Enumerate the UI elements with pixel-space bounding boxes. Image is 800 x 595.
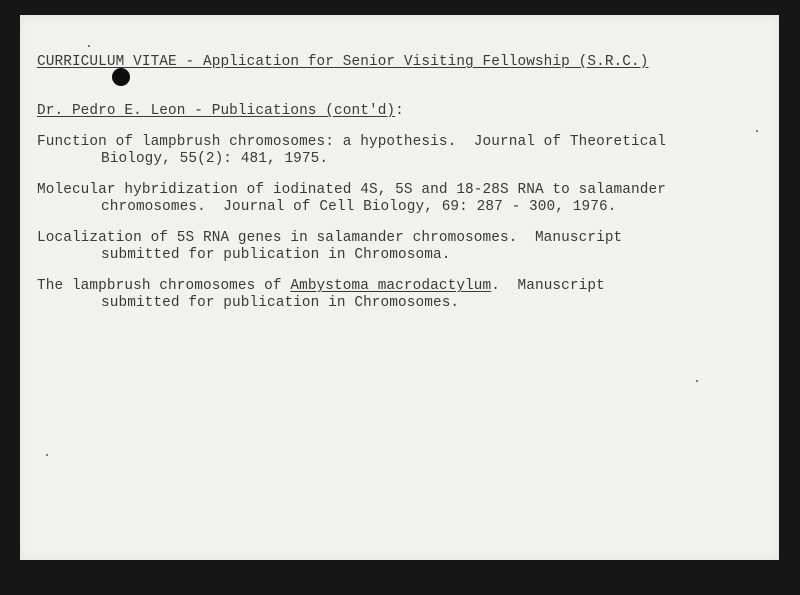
section-heading — [37, 103, 737, 120]
publication-text: The lampbrush chromosomes of — [37, 278, 291, 294]
publication-entry — [37, 134, 737, 168]
publication-line: Biology, 55(2): 481, 1975. — [101, 151, 329, 167]
document-body — [37, 54, 737, 312]
document-header: CURRICULUM VITAE - Application for Senior Visiting Fellowship (S.R.C.) — [37, 54, 649, 70]
publication-line — [37, 278, 737, 295]
species-name: Ambystoma macrodactylum — [290, 278, 492, 294]
section-heading-colon: : — [395, 103, 404, 119]
section-heading-text: Dr. Pedro E. Leon - Publications (cont'd) — [37, 103, 396, 119]
publication-line: Function of lampbrush chromosomes: a hypothesis. Journal of Theoretical — [37, 134, 666, 150]
publication-entry — [37, 278, 737, 312]
speck-mark — [696, 380, 698, 382]
publication-entry — [37, 182, 737, 216]
publication-text: . Manuscript — [491, 278, 605, 294]
publication-line: Localization of 5S RNA genes in salamander chromosomes. Manuscript — [37, 230, 623, 246]
speck-mark — [46, 454, 48, 456]
speck-mark — [88, 45, 90, 47]
publication-line: chromosomes. Journal of Cell Biology, 69: 287 - 300, 1976. — [101, 199, 617, 215]
speck-mark — [756, 130, 758, 132]
publication-line: Molecular hybridization of iodinated 4S, 5S and 18-28S RNA to salamander — [37, 182, 666, 198]
publication-entry — [37, 230, 737, 264]
publication-line: submitted for publication in Chromosomes. — [101, 295, 460, 311]
publication-line: submitted for publication in Chromosoma. — [101, 247, 451, 263]
